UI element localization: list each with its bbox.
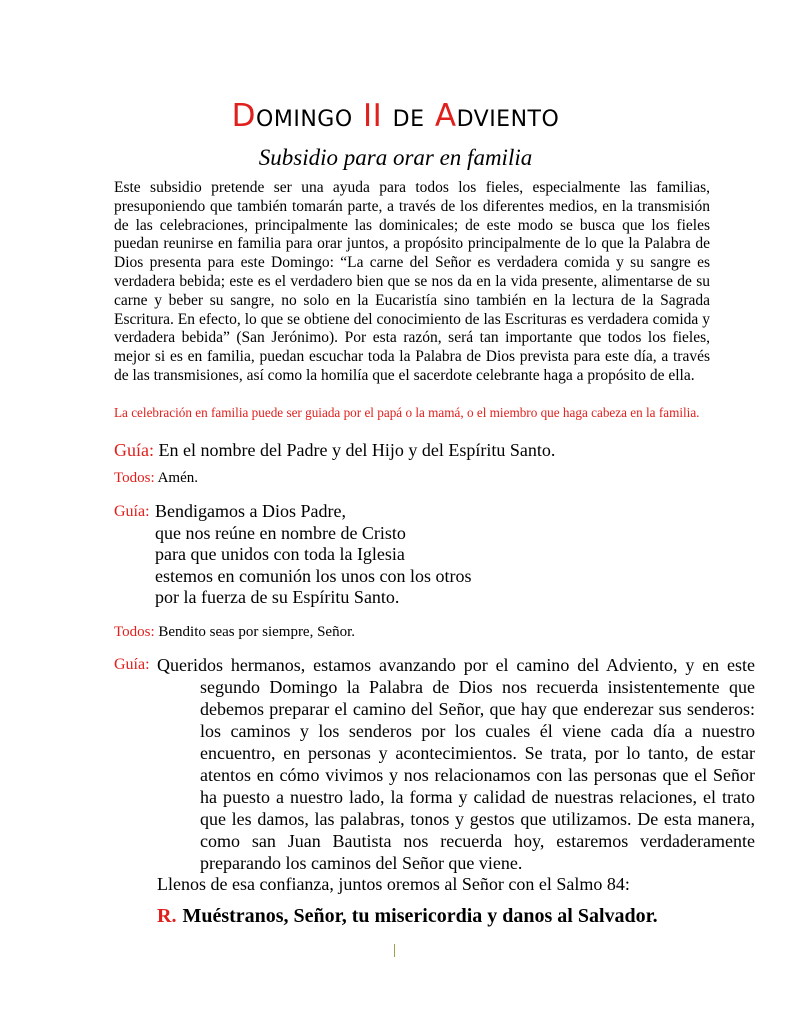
verse-line: por la fuerza de su Espíritu Santo. bbox=[155, 587, 400, 607]
blessing-verse bbox=[155, 501, 471, 609]
response-text: Amén. bbox=[157, 470, 198, 486]
title-part: omingo bbox=[256, 98, 364, 134]
response-text: Bendito seas por siempre, Señor. bbox=[158, 624, 356, 640]
psalm-intro: Llenos de esa confianza, juntos oremos al Señor con el Salmo 84: bbox=[157, 874, 630, 894]
verse-line: que nos reúne en nombre de Cristo bbox=[155, 522, 406, 543]
guidance-note: La celebración en familia puede ser guiada por el papá o la mamá, o el miembro que haga cabeza en la familia. bbox=[114, 405, 700, 420]
title-part: D bbox=[231, 98, 257, 134]
all-response-blessing bbox=[114, 622, 355, 642]
speaker-label: Guía: bbox=[114, 656, 150, 673]
invocation-text: En el nombre del Padre y del Hijo y del Espíritu Santo. bbox=[158, 440, 556, 460]
title-part: A bbox=[434, 98, 457, 134]
response-text: Muéstranos, Señor, tu misericordia y danos al Salvador. bbox=[182, 905, 658, 927]
speaker-label: Guía: bbox=[114, 440, 154, 460]
title-part: de bbox=[382, 98, 435, 134]
intro-paragraph: Este subsidio pretende ser una ayuda para todos los fieles, especialmente las familias, presuponiendo que también tomarán parte, a través de los diferentes medios, en la transmisión de las celebraciones, principalmente las dominicales; de este modo se busca que los fieles puedan reunirse en familia para orar juntos, a propósito principalmente de lo que la Palabra de Dios presenta para este Domingo: “La carne del Señor es verdadera comida y su sangre es verdadera bebida; este es el verdadero bien que se nos da en la vida presente, alimentarse de su carne y beber su sangre, no solo en la Eucaristía sino también en la lectura de la Sagrada Escritura. En efecto, lo que se obtiene del conocimiento de las Escrituras es verdadera comida y verdadera bebida” (San Jerónimo). Por esta razón, será tan importante que todos los fieles, mejor si es en familia, puedan escuchar toda la Palabra de Dios prevista para este día, a través de las transmisiones, así como la homilía que el sacerdote celebrante haga a propósito de ella. bbox=[114, 179, 710, 384]
verse-line: estemos en comunión los unos con los otros bbox=[155, 565, 472, 586]
page-title bbox=[0, 96, 791, 136]
psalm-response bbox=[157, 903, 658, 929]
page-subtitle: Subsidio para orar en familia bbox=[258, 145, 533, 170]
speaker-label: Todos: bbox=[114, 470, 155, 486]
speaker-label: Todos: bbox=[114, 624, 155, 640]
response-label: R. bbox=[157, 905, 177, 927]
title-part: II bbox=[363, 98, 383, 134]
verse-line: Bendigamos a Dios Padre, bbox=[155, 501, 346, 521]
verse-line: para que unidos con toda la Iglesia bbox=[155, 544, 405, 564]
all-response-amen bbox=[114, 468, 198, 488]
page-number-mark bbox=[394, 944, 395, 957]
exhortation-text: Queridos hermanos, estamos avanzando por el camino del Adviento, y en este segundo Domingo la Palabra de Dios nos recuerda insistentemente que debemos preparar el camino del Señor, que hay que enderezar sus senderos: los caminos y los senderos por los cuales él viene cada día a nuestro encuentro, en personas y acontecimientos. Se trata, por lo tanto, de estar atentos en cómo vivimos y nos relacionamos con las personas que el Señor ha puesto a nuestro lado, la forma y calidad de nuestras relaciones, el trato que les damos, las palabras, tonos y gestos que utilizamos. De esta manera, como san Juan Bautista nos recuerda hoy, estaremos verdaderamente preparando los caminos del Señor que viene. bbox=[157, 655, 755, 873]
speaker-label: Guía: bbox=[114, 503, 150, 520]
title-part: dviento bbox=[456, 98, 560, 134]
guide-invocation bbox=[114, 438, 555, 462]
